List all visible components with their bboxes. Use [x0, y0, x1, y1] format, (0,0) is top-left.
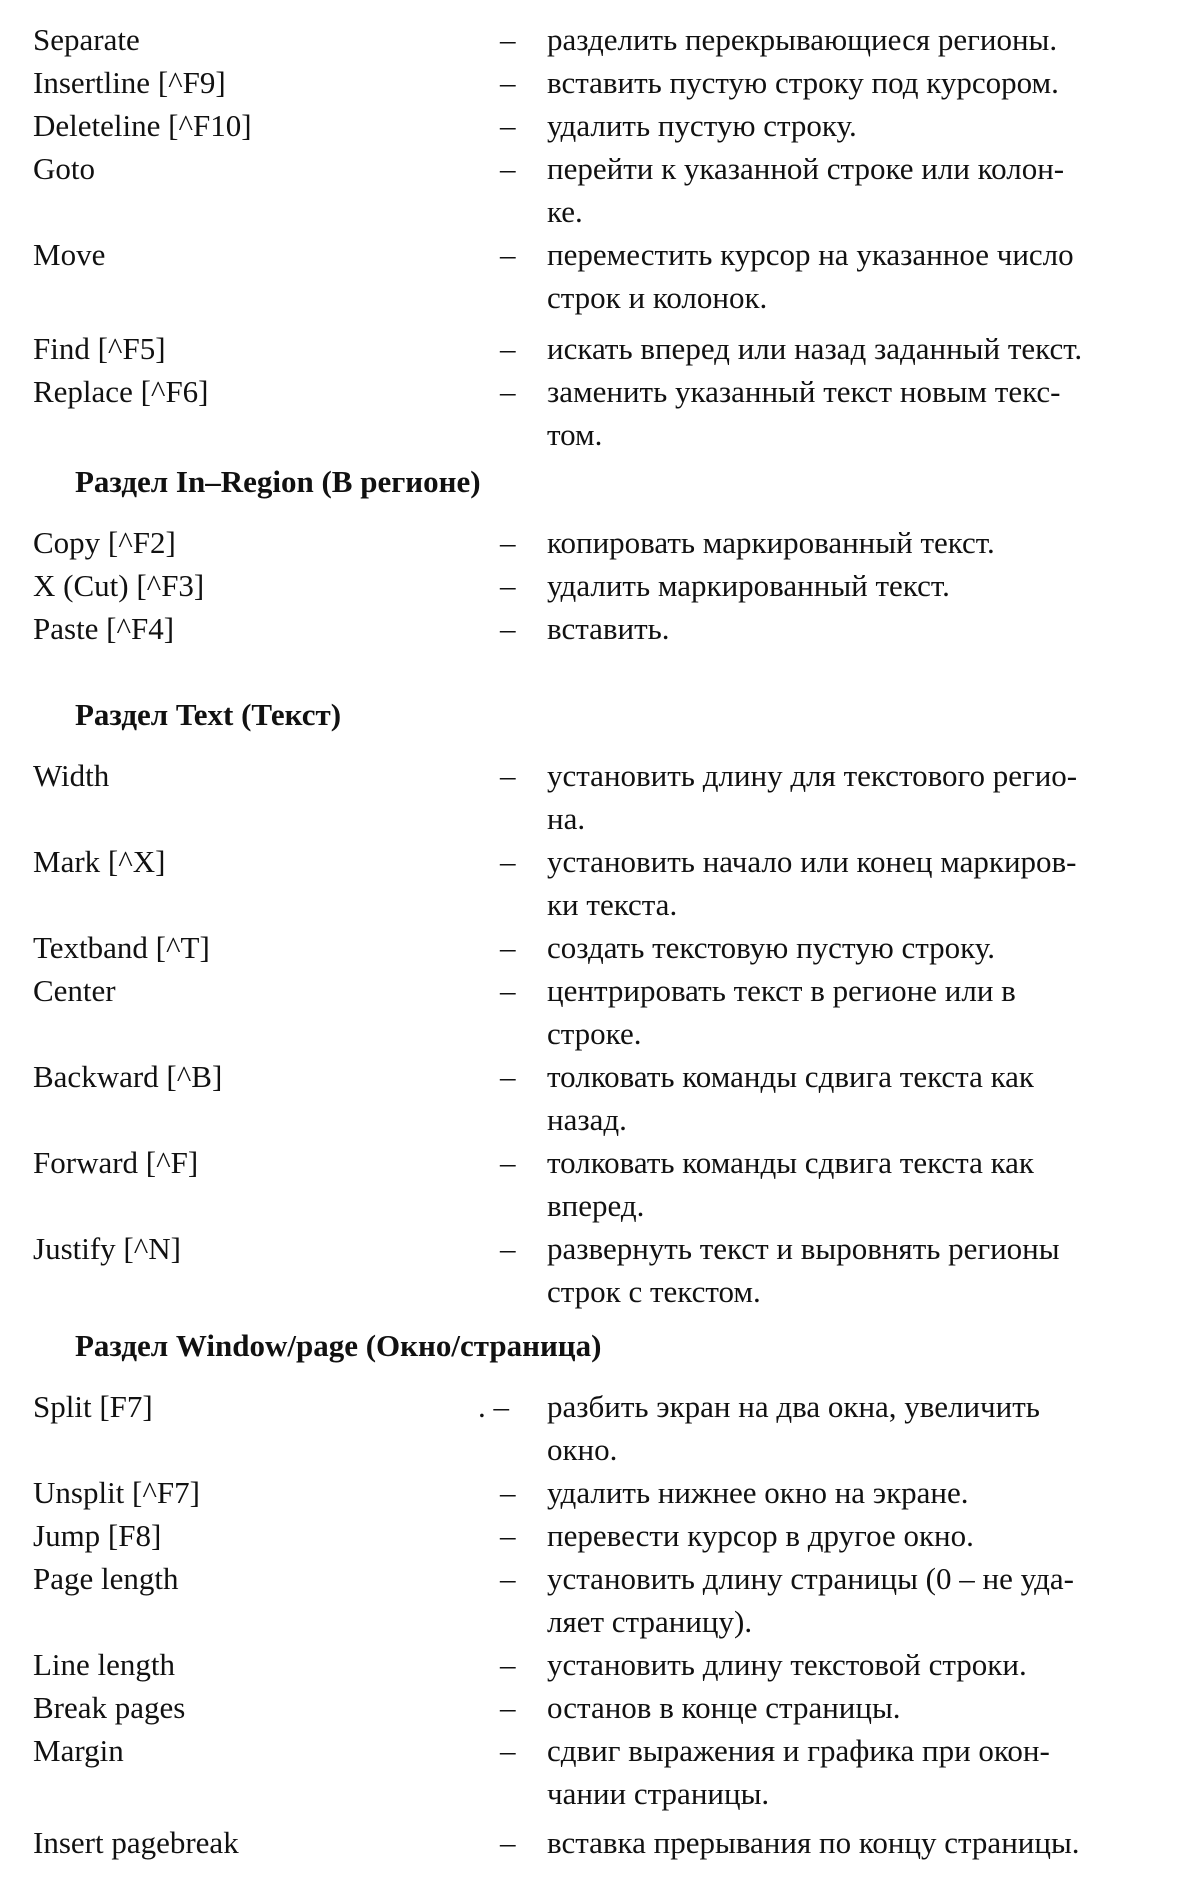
command-description: останов в конце страницы. [547, 1690, 901, 1725]
entry-dash: – [500, 1561, 516, 1596]
command-name: Goto [33, 151, 95, 186]
command-description: разделить перекрывающиеся регионы. [547, 22, 1058, 57]
command-name: Split [F7] [33, 1389, 153, 1424]
entry-dash: – [500, 1825, 516, 1860]
section-heading: Раздел In–Region (В регионе) [75, 464, 481, 499]
entry-dash: – [500, 1059, 516, 1094]
command-name: Deleteline [^F10] [33, 108, 252, 143]
entry-dash: – [500, 1475, 516, 1510]
command-name: Insertline [^F9] [33, 65, 226, 100]
command-description: толковать команды сдвига текста как [547, 1059, 1034, 1094]
command-description: толковать команды сдвига текста как [547, 1145, 1034, 1180]
command-description: установить длину для текстового регио- [547, 758, 1078, 793]
command-description: перевести курсор в другое окно. [547, 1518, 974, 1553]
entry-dash: – [500, 1145, 516, 1180]
command-name: Break pages [33, 1690, 186, 1725]
command-name: Unsplit [^F7] [33, 1475, 200, 1510]
command-name: Move [33, 237, 106, 272]
command-description: центрировать текст в регионе или в [547, 973, 1016, 1008]
command-description: переместить курсор на указанное число [547, 237, 1074, 272]
command-name: Insert pagebreak [33, 1825, 239, 1860]
command-description: заменить указанный текст новым текс- [547, 374, 1061, 409]
command-description-continued: строк с текстом. [547, 1274, 761, 1309]
command-description: создать текстовую пустую строку. [547, 930, 995, 965]
command-name: Backward [^B] [33, 1059, 223, 1094]
entry-dash: – [500, 1647, 516, 1682]
command-description-continued: назад. [547, 1102, 627, 1137]
command-description-continued: чании страницы. [547, 1776, 770, 1811]
command-description-continued: строк и колонок. [547, 280, 768, 315]
command-name: Separate [33, 22, 140, 57]
command-description-continued: на. [547, 801, 586, 836]
entry-dash: – [500, 108, 516, 143]
command-description-continued: строке. [547, 1016, 642, 1051]
command-name: Copy [^F2] [33, 525, 176, 560]
entry-dash: – [500, 973, 516, 1008]
section-heading: Раздел Window/page (Окно/страница) [75, 1328, 602, 1363]
entry-dash: – [500, 1690, 516, 1725]
command-description: вставить. [547, 611, 670, 646]
command-description-continued: том. [547, 417, 603, 452]
entry-dash: – [500, 151, 516, 186]
command-name: Textband [^T] [33, 930, 210, 965]
command-description: установить начало или конец маркиров- [547, 844, 1077, 879]
entry-dash: – [500, 65, 516, 100]
entry-dash: – [500, 568, 516, 603]
command-name: Find [^F5] [33, 331, 166, 366]
entry-dash: – [500, 1518, 516, 1553]
command-name: Center [33, 973, 116, 1008]
entry-dash: – [500, 758, 516, 793]
command-name: Justify [^N] [33, 1231, 182, 1266]
command-name: Jump [F8] [33, 1518, 162, 1553]
command-description: искать вперед или назад заданный текст. [547, 331, 1083, 366]
entry-dash: – [500, 844, 516, 879]
command-description-continued: ляет страницу). [547, 1604, 753, 1639]
command-name: Replace [^F6] [33, 374, 209, 409]
command-name: Line length [33, 1647, 176, 1682]
command-name: Forward [^F] [33, 1145, 199, 1180]
command-description-continued: окно. [547, 1432, 618, 1467]
command-description-continued: ки текста. [547, 887, 678, 922]
command-description-continued: вперед. [547, 1188, 645, 1223]
command-description: разбить экран на два окна, увеличить [547, 1389, 1040, 1424]
command-description: копировать маркированный текст. [547, 525, 995, 560]
command-description: сдвиг выражения и графика при окон- [547, 1733, 1050, 1768]
entry-dash: – [500, 237, 516, 272]
command-description: удалить маркированный текст. [547, 568, 950, 603]
command-name: Width [33, 758, 110, 793]
command-description: удалить пустую строку. [547, 108, 857, 143]
command-name: Mark [^X] [33, 844, 166, 879]
command-description: установить длину страницы (0 – не уда- [547, 1561, 1074, 1596]
command-name: Margin [33, 1733, 124, 1768]
entry-dash: – [500, 1231, 516, 1266]
command-description: вставить пустую строку под курсором. [547, 65, 1059, 100]
entry-dash: – [500, 525, 516, 560]
command-description: перейти к указанной строке или колон- [547, 151, 1065, 186]
command-description-continued: ке. [547, 194, 583, 229]
entry-dash: – [500, 331, 516, 366]
command-name: Page length [33, 1561, 179, 1596]
command-description: удалить нижнее окно на экране. [547, 1475, 969, 1510]
command-description: установить длину текстовой строки. [547, 1647, 1027, 1682]
entry-dash: – [500, 1733, 516, 1768]
command-name: X (Cut) [^F3] [33, 568, 205, 603]
entry-dash: – [500, 374, 516, 409]
command-name: Paste [^F4] [33, 611, 175, 646]
entry-dash: – [500, 611, 516, 646]
command-description: вставка прерывания по концу страницы. [547, 1825, 1080, 1860]
section-heading: Раздел Text (Текст) [75, 697, 342, 732]
entry-dash: . – [478, 1389, 509, 1424]
entry-dash: – [500, 22, 516, 57]
entry-dash: – [500, 930, 516, 965]
command-description: развернуть текст и выровнять регионы [547, 1231, 1060, 1266]
